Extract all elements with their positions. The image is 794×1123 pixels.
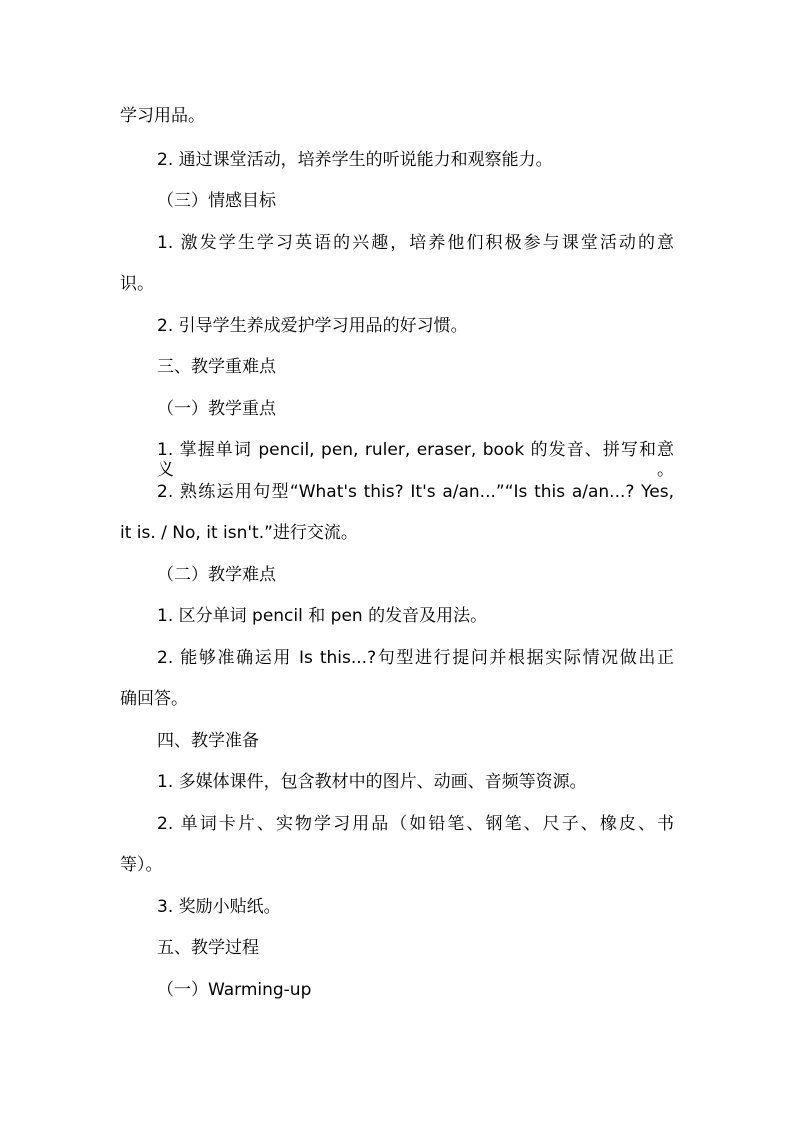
section-heading: （一）教学重点 — [157, 399, 276, 419]
section-heading: 五、教学过程 — [157, 938, 259, 958]
text-line: it is. / No, it isn't.”进行交流。 — [120, 523, 358, 543]
text-line: 确回答。 — [120, 689, 188, 709]
text-line: 1. 多媒体课件，包含教材中的图片、动画、音频等资源。 — [157, 772, 587, 792]
text-line: 2. 能够准确运用 Is this...?句型进行提问并根据实际情况做出正 — [157, 648, 674, 668]
text-line: 1. 激发学生学习英语的兴趣，培养他们积极参与课堂活动的意 — [157, 233, 674, 253]
text-line: 1. 区分单词 pencil 和 pen 的发音及用法。 — [157, 606, 488, 626]
text-line: 3. 奖励小贴纸。 — [157, 897, 281, 917]
text-line: 1. 掌握单词 pencil, pen, ruler, eraser, book 的发音、拼写和意义。 — [157, 440, 674, 480]
section-heading: 三、教学重难点 — [157, 357, 276, 377]
text-line: 2. 熟练运用句型“What's this? It's a/an...”“Is this a/an...? Yes, — [157, 482, 674, 502]
section-heading: 四、教学准备 — [157, 731, 259, 751]
text-line: 2. 单词卡片、实物学习用品（如铅笔、钢笔、尺子、橡皮、书 — [157, 814, 674, 834]
section-heading: （一）Warming-up — [157, 980, 312, 1000]
text-line: 2. 引导学生养成爱护学习用品的好习惯。 — [157, 316, 468, 336]
text-line: 学习用品。 — [120, 106, 205, 126]
text-line: 识。 — [120, 274, 154, 294]
section-heading: （二）教学难点 — [157, 565, 276, 585]
section-heading: （三）情感目标 — [157, 191, 276, 211]
text-line: 2. 通过课堂活动，培养学生的听说能力和观察能力。 — [157, 150, 553, 170]
text-line: 等）。 — [120, 855, 163, 875]
